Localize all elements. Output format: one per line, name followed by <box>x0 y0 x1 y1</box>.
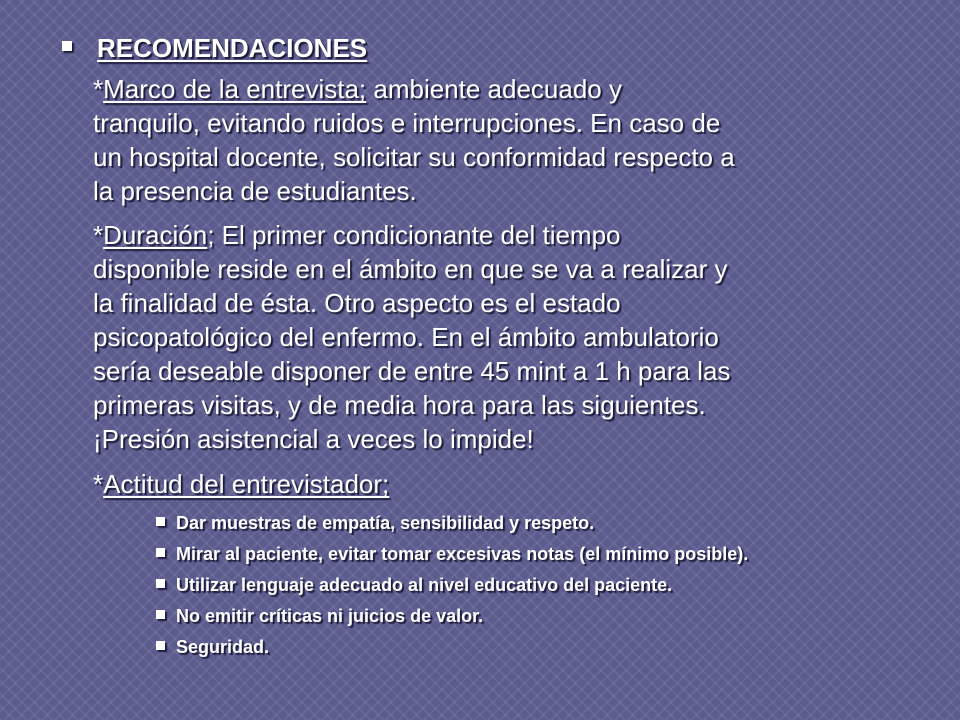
paragraph-line: disponible reside en el ámbito en que se va a realizar y <box>93 254 728 284</box>
square-bullet-icon <box>156 641 165 650</box>
paragraph-line: la finalidad de ésta. Otro aspecto es el estado <box>93 288 621 318</box>
paragraph-line: ¡Presión asistencial a veces lo impide! <box>93 424 534 454</box>
paragraph-label: Marco de la entrevista; <box>103 74 367 104</box>
paragraph-line: tranquilo, evitando ruidos e interrupciones. En caso de <box>93 108 721 138</box>
paragraph-prefix: * <box>93 469 104 499</box>
paragraph-line: un hospital docente, solicitar su conformidad respecto a <box>93 142 735 172</box>
square-bullet-icon <box>156 579 165 588</box>
square-bullet-icon <box>156 517 165 526</box>
paragraph-prefix: * <box>93 74 104 104</box>
paragraph-line <box>93 72 923 106</box>
paragraph-label: Actitud del entrevistador; <box>103 469 390 499</box>
list-item: Seguridad. <box>176 637 270 657</box>
list-item: No emitir críticas ni juicios de valor. <box>176 606 484 626</box>
square-bullet-icon <box>62 41 72 51</box>
paragraph-marco <box>93 72 923 208</box>
list-item: Dar muestras de empatía, sensibilidad y respeto. <box>176 513 595 533</box>
paragraph-label: Duración <box>103 220 208 250</box>
paragraph-duracion <box>93 218 923 456</box>
paragraph-text: ambiente adecuado y <box>366 74 622 104</box>
list-item: Utilizar lenguaje adecuado al nivel educativo del paciente. <box>176 575 673 595</box>
square-bullet-icon <box>156 610 165 619</box>
list-item: Mirar al paciente, evitar tomar excesivas notas (el mínimo posible). <box>176 544 749 564</box>
paragraph-prefix: * <box>93 220 104 250</box>
paragraph-line: psicopatológico del enfermo. En el ámbito ambulatorio <box>93 322 719 352</box>
paragraph-line <box>93 467 923 501</box>
paragraph-line: la presencia de estudiantes. <box>93 176 417 206</box>
paragraph-line <box>93 218 923 252</box>
paragraph-text: ; El primer condicionante del tiempo <box>207 220 621 250</box>
slide-heading: RECOMENDACIONES <box>97 33 368 63</box>
paragraph-line: sería deseable disponer de entre 45 mint a 1 h para las <box>93 356 731 386</box>
square-bullet-icon <box>156 548 165 557</box>
paragraph-actitud <box>93 467 923 501</box>
paragraph-line: primeras visitas, y de media hora para las siguientes. <box>93 390 706 420</box>
